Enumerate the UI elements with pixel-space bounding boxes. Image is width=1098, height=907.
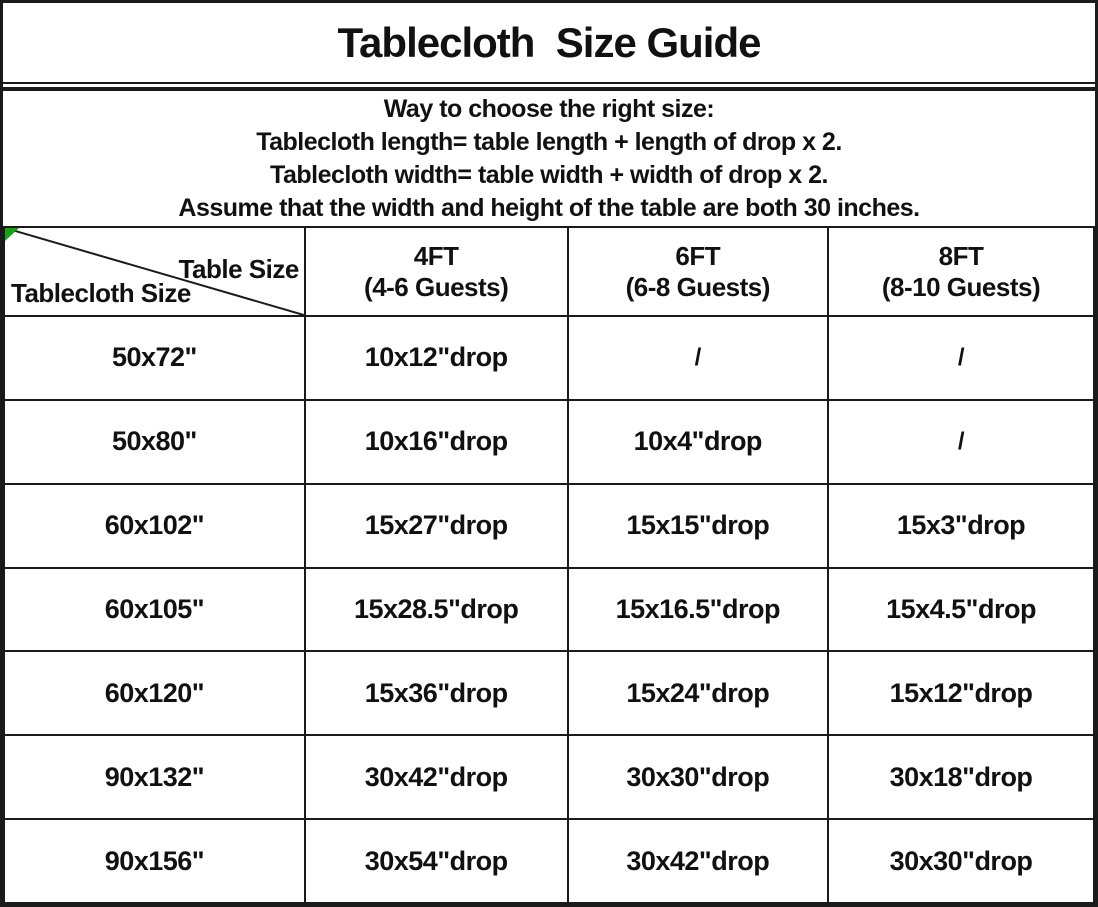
drop-cell: 15x16.5"drop [568, 568, 829, 652]
header-row [4, 227, 1094, 316]
corner-label-tablecloth-size: Tablecloth Size [11, 278, 191, 308]
drop-cell: / [568, 316, 829, 400]
drop-cell: 10x4"drop [568, 400, 829, 484]
drop-cell: 30x30"drop [828, 819, 1094, 903]
column-size-label: 8FT [938, 240, 984, 271]
table-row [4, 484, 1094, 568]
column-guests-label: (6-8 Guests) [625, 271, 770, 302]
drop-cell: 30x42"drop [568, 819, 829, 903]
drop-cell: 30x42"drop [305, 735, 568, 819]
instructions-block [3, 87, 1095, 226]
corner-label-table-size: Table Size [178, 254, 299, 284]
instruction-line: Assume that the width and height of the table are both 30 inches. [178, 193, 920, 222]
table-row [4, 400, 1094, 484]
table-row [4, 735, 1094, 819]
column-size-label: 6FT [675, 240, 721, 271]
green-corner-marker-icon [5, 228, 19, 241]
column-size-label: 4FT [413, 240, 459, 271]
drop-cell: 15x15"drop [568, 484, 829, 568]
drop-cell: 15x28.5"drop [305, 568, 568, 652]
size-table [3, 226, 1095, 904]
drop-cell: 15x3"drop [828, 484, 1094, 568]
drop-cell: 15x4.5"drop [828, 568, 1094, 652]
drop-cell: / [828, 400, 1094, 484]
corner-header-cell [4, 227, 305, 316]
tablecloth-size-cell: 60x105" [4, 568, 305, 652]
drop-cell: 30x18"drop [828, 735, 1094, 819]
instruction-line: Tablecloth width= table width + width of drop x 2. [270, 160, 828, 189]
drop-cell: 30x30"drop [568, 735, 829, 819]
tablecloth-size-cell: 60x120" [4, 651, 305, 735]
drop-cell: / [828, 316, 1094, 400]
tablecloth-size-cell: 90x156" [4, 819, 305, 903]
drop-cell: 15x12"drop [828, 651, 1094, 735]
column-header-4ft [305, 227, 568, 316]
drop-cell: 30x54"drop [305, 819, 568, 903]
tablecloth-size-cell: 60x102" [4, 484, 305, 568]
drop-cell: 15x36"drop [305, 651, 568, 735]
page-title: Tablecloth Size Guide [337, 18, 761, 66]
tablecloth-size-cell: 50x80" [4, 400, 305, 484]
instruction-line: Tablecloth length= table length + length of drop x 2. [256, 127, 842, 156]
drop-cell: 15x27"drop [305, 484, 568, 568]
column-header-6ft [568, 227, 829, 316]
column-guests-label: (8-10 Guests) [881, 271, 1041, 302]
table-row [4, 651, 1094, 735]
drop-cell: 15x24"drop [568, 651, 829, 735]
drop-cell: 10x16"drop [305, 400, 568, 484]
drop-cell: 10x12"drop [305, 316, 568, 400]
column-header-8ft [828, 227, 1094, 316]
tablecloth-size-cell: 90x132" [4, 735, 305, 819]
table-row [4, 819, 1094, 903]
title-row [3, 3, 1095, 84]
column-guests-label: (4-6 Guests) [364, 271, 509, 302]
table-row [4, 568, 1094, 652]
instruction-line: Way to choose the right size: [383, 94, 715, 123]
table-row [4, 316, 1094, 400]
tablecloth-size-cell: 50x72" [4, 316, 305, 400]
